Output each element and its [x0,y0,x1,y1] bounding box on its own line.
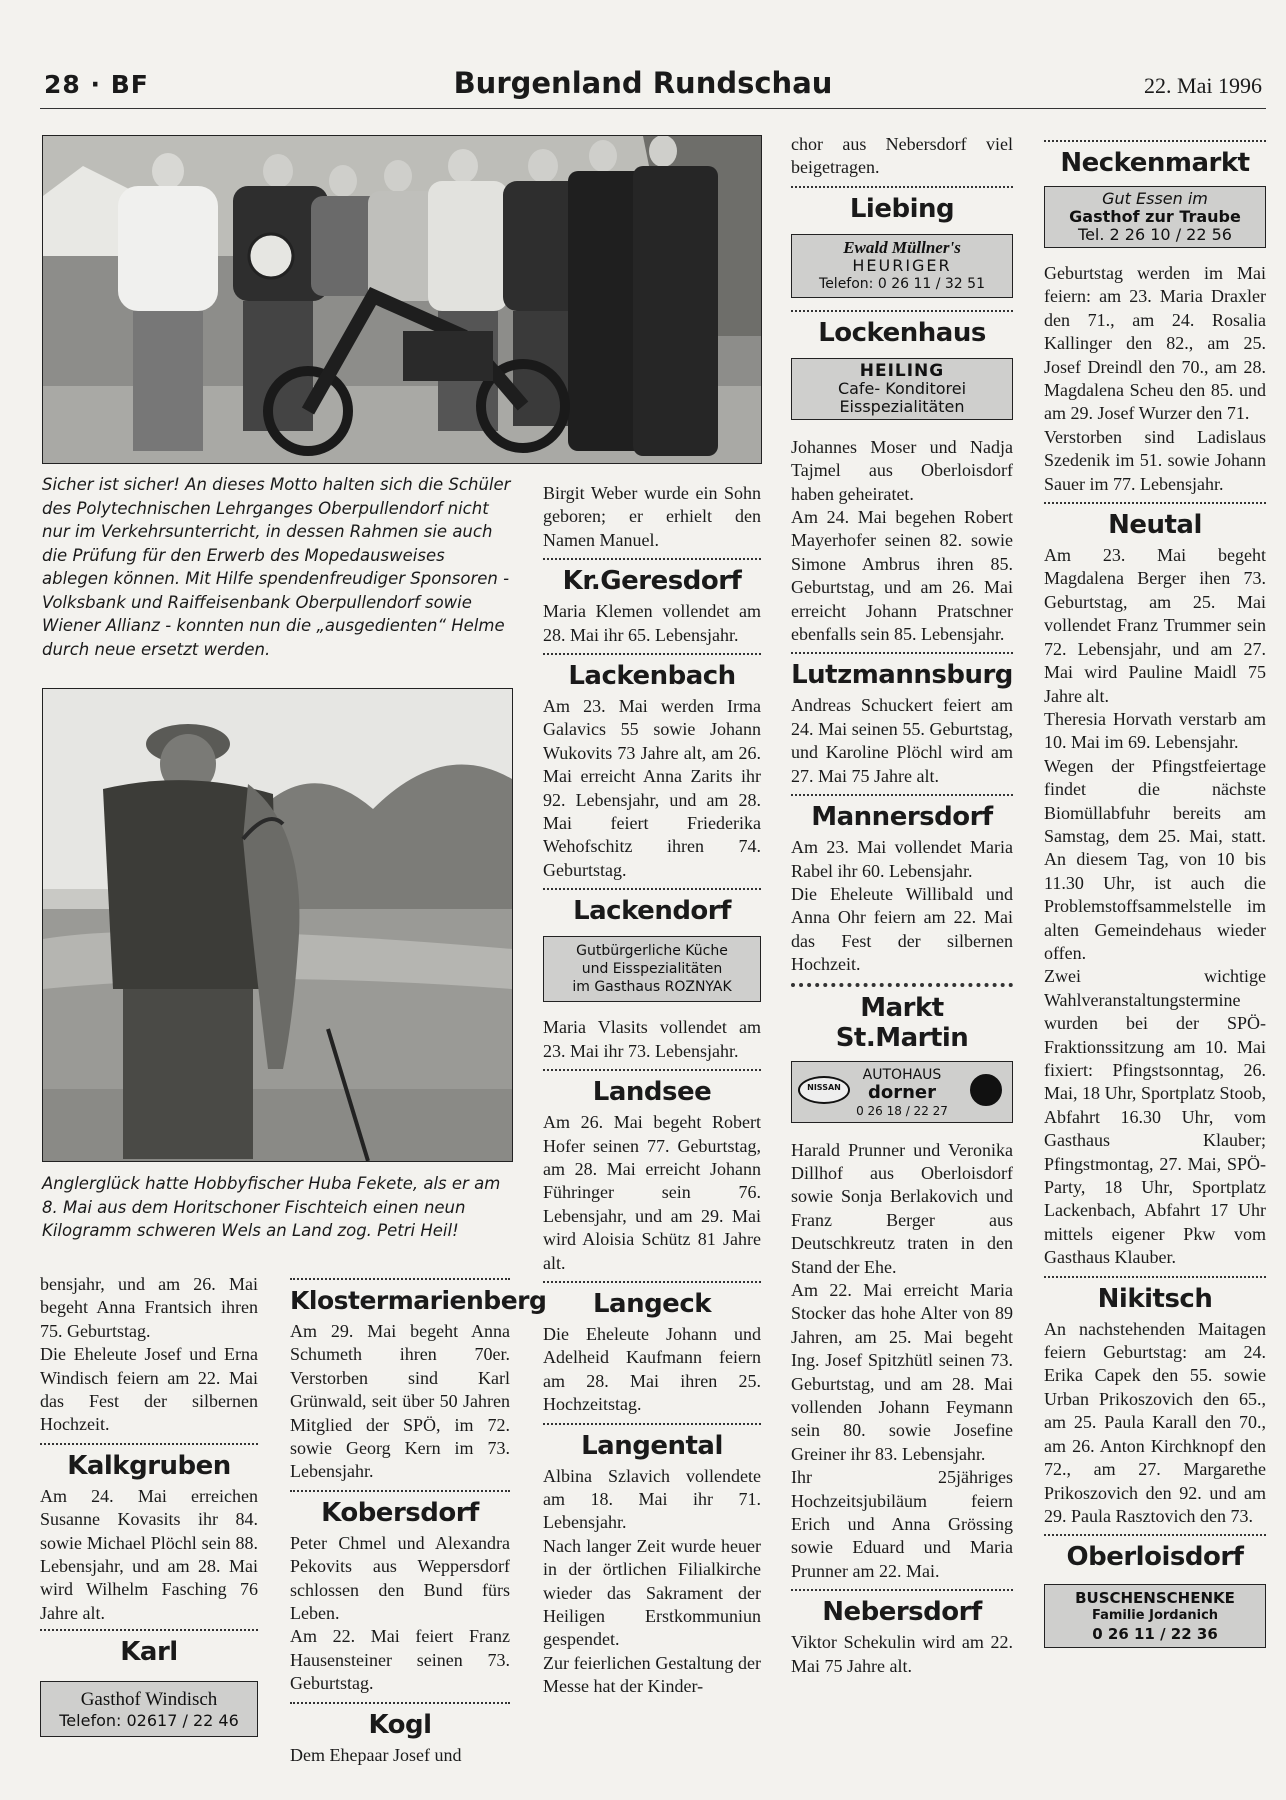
ad-gasthof-windisch: Gasthof Windisch Telefon: 02617 / 22 46 [40,1681,258,1737]
column-1 [40,1273,258,1745]
section-title-liebing: Liebing [791,186,1013,224]
ad-cafe-heiling: HEILING Cafe- Konditorei Eisspezialitäten [791,358,1013,420]
article-text: chor aus Nebersdorf viel beigetragen. [791,134,1013,178]
article-text: An nachstehenden Maitagen feiern Geburtstag: am 24. Erika Capek den 55. sowie Urban Prikoszovich den 65., am 25. Paula Karall den 70., am 26. Anton Kirchknopf den 72., am 27. Margarethe Prikoszovich den 92. und am 29. Paula Rasztovich den 73. [1044,1318,1266,1526]
column-2 [290,1278,547,1767]
article-text: bensjahr, und am 26. Mai begeht Anna Frantsich ihren 75. Geburtstag. [40,1274,258,1341]
article-text: Am 24. Mai begehen Robert Mayerhofer seinen 82. sowie Simone Ambrus ihren 85. Geburtstag, und am 26. Mai erreicht Johann Pratschner ebenfalls sein 85. Lebensjahr. [791,507,1013,645]
photo-caption-helmets: Sicher ist sicher! An dieses Motto halten sich die Schüler des Polytechnischen Lehrganges Oberpullendorf nicht nur im Verkehrsunterricht, in dessen Rahmen sie auch die Prüfung für den Erwerb des Mopedausweises ablegen können. Mit Hilfe spendenfreudiger Sponsoren - Volksbank und Raiffeisenbank Oberpullendorf sowie Wiener Allianz - konnten nun die „ausgedienten“ Helme durch neue ersetzt werden. [42,475,511,659]
article-text: Geburtstag werden im Mai feiern: am 23. Maria Draxler den 71., am 24. Rosalia Kallinger den 82., am 25. Josef Dreindl den 70., am 28. Magdalena Scheu den 85. und am 29. Josef Wurzer den 71. [1044,263,1266,424]
article-text: Die Eheleute Johann und Adelheid Kaufmann feiern am 28. Mai ihren 25. Hochzeitstag. [543,1323,761,1415]
section-title-kobersdorf: Kobersdorf [290,1490,510,1528]
article-text: Zwei wichtige Wahlveranstaltungstermine wurden bei der SPÖ-Fraktionssitzung am 10. Mai fixiert: Pfingstsonntag, 26. Mai, 18 Uhr, Sportplatz Stoob, Abfahrt 16.30 Uhr, vom Gasthaus Klauber; Pfingstmontag, 27. Mai, SPÖ-Party, 18 Uhr, Sportplatz Lackenbach, Abfahrt 17 Uhr mittels eigener Pkw vom Gasthaus Klauber. [1044,966,1266,1268]
article-text: Albina Szlavich vollendete am 18. Mai ihr 71. Lebensjahr. [543,1465,761,1533]
group-photo-moped-icon [42,135,762,464]
article-text: Johannes Moser und Nadja Tajmel aus Oberloisdorf haben geheiratet. [791,436,1013,504]
section-title-neckenmarkt: Neckenmarkt [1044,140,1266,178]
section-title-langental: Langental [543,1423,761,1461]
article-text: Dem Ehepaar Josef und [290,1744,462,1765]
article-text: Theresia Horvath verstarb am 10. Mai im 69. Lebensjahr. [1044,708,1266,753]
article-text: Am 26. Mai begeht Robert Hofer seinen 77. Geburtstag, am 28. Mai erreicht Johann Führinger sein 76. Lebensjahr, und am 29. Mai wird Aloisia Schütz 81 Jahre alt. [543,1112,761,1273]
angler-catfish-photo-icon [42,688,513,1162]
article-text: Harald Prunner und Veronika Dillhof aus Oberloisdorf sowie Sonja Berlakovich und Franz Berger aus Deutschkreutz traten in den Stand der Ehe. [791,1139,1013,1277]
section-title-karl: Karl [40,1629,258,1667]
section-title-klostermarienberg: Klostermarienberg [290,1278,510,1316]
section-title-lockenhaus: Lockenhaus [791,310,1013,348]
page-number: 28 · BF [44,70,149,99]
ad-gasthaus-roznyak: Gutbürgerliche Küche und Eisspezialitäten im Gasthaus ROZNYAK [543,936,761,1002]
article-text: Am 22. Mai erreicht Maria Stocker das hohe Alter von 89 Jahren, am 25. Mai begeht Ing. Josef Spitzhütl seinen 73. Geburtstag, und am 28. Mai vollenden Johann Feymann sein 80. sowie Josefine Greiner ihr 83. Lebensjahr. [791,1279,1013,1464]
header-rule [40,108,1266,109]
section-title-kr-geresdorf: Kr.Geresdorf [543,558,761,596]
article-text: Am 24. Mai erreichen Susanne Kovasits ihr 84. sowie Michael Plöchl sein 88. Lebensjahr, und am 28. Mai wird Wilhelm Fasching 76 Jahre alt. [40,1485,258,1623]
article-text: Ihr 25jähriges Hochzeitsjubiläum feiern Erich und Anna Grössing sowie Eduard und Maria Prunner am 22. Mai. [791,1467,1013,1581]
article-text: Am 23. Mai werden Irma Galavics 55 sowie Johann Wukovits 73 Jahre alt, am 26. Mai erreicht Anna Zarits ihr 92. Lebensjahr, und am 28. Mai feiert Friederika Wehofschitz ihren 74. Geburtstag. [543,696,761,880]
ad-buschenschenke-jordanich: BUSCHENSCHENKE Familie Jordanich 0 26 11 / 22 36 [1044,1584,1266,1648]
section-title-lutzmannsburg: Lutzmannsburg [791,652,1013,690]
issue-date: 22. Mai 1996 [1144,73,1262,98]
section-title-landsee: Landsee [543,1069,761,1107]
column-3 [543,482,761,1699]
section-title-markt-st-martin: Markt St.Martin [791,983,1013,1053]
article-text: Die Eheleute Josef und Erna Windisch feiern am 22. Mai das Fest der silbernen Hochzeit. [40,1344,258,1435]
ad-autohaus-dorner: NISSAN AUTOHAUS dorner 0 26 18 / 22 27 [791,1061,1013,1123]
article-text: Maria Klemen vollendet am 28. Mai ihr 65. Lebensjahr. [543,601,761,645]
article-text: Nach langer Zeit wurde heuer in der örtlichen Filialkirche wieder das Sakrament der Heiligen Erstkommuniun gespendet. [543,1535,761,1650]
article-text: Am 29. Mai begeht Anna Schumeth ihren 70er. Verstorben sind Karl Grünwald, seit über 50 Jahren Mitglied der SPÖ, im 72. sowie Georg Kern im 73. Lebensjahr. [290,1321,510,1482]
section-title-lackenbach: Lackenbach [543,653,761,691]
article-text: Birgit Weber wurde ein Sohn geboren; er erhielt den Namen Manuel. [543,483,761,550]
car-brand-logo-icon [970,1074,1002,1106]
article-text: Maria Vlasits vollendet am 23. Mai ihr 73. Lebensjahr. [543,1017,761,1061]
article-text: Am 23. Mai vollendet Maria Rabel ihr 60. Lebensjahr. [791,837,1013,881]
article-text: Die Eheleute Willibald und Anna Ohr feiern am 22. Mai das Fest der silbernen Hochzeit. [791,883,1013,975]
section-title-kogl: Kogl [290,1702,510,1740]
ad-gasthof-zur-traube: Gut Essen im Gasthof zur Traube Tel. 2 26 10 / 22 56 [1044,186,1266,248]
section-title-kalkgruben: Kalkgruben [40,1443,258,1481]
newspaper-title: Burgenland Rundschau [453,66,833,100]
article-text: Peter Chmel und Alexandra Pekovits aus Weppersdorf schlossen den Bund fürs Leben. [290,1532,510,1624]
nissan-logo-icon: NISSAN [798,1076,850,1104]
ad-heuriger-muellner: Ewald Müllner's HEURIGER Telefon: 0 26 11 / 32 51 [791,234,1013,298]
article-text: Zur feierlichen Gestaltung der Messe hat der Kinder- [543,1652,761,1697]
column-5 [1044,140,1266,1656]
column-4 [791,133,1013,1678]
section-title-lackendorf: Lackendorf [543,888,761,926]
article-text: Am 23. Mai begeht Magdalena Berger ihen 73. Geburtstag, am 25. Mai vollendet Franz Trummer sein 72. Lebensjahr, und am 27. Mai wird Pauline Maidl 75 Jahre alt. [1044,545,1266,706]
section-title-nebersdorf: Nebersdorf [791,1589,1013,1627]
section-title-neutal: Neutal [1044,502,1266,540]
section-title-nikitsch: Nikitsch [1044,1276,1266,1314]
photo-caption-angler: Anglerglück hatte Hobbyfischer Huba Fekete, als er am 8. Mai aus dem Horitschoner Fischteich einen neun Kilogramm schweren Wels an Land zog. Petri Heil! [42,1174,501,1240]
article-text: Viktor Schekulin wird am 22. Mai 75 Jahre alt. [791,1632,1013,1676]
article-text: Am 22. Mai feiert Franz Hausensteiner seinen 73. Geburtstag. [290,1626,510,1694]
article-text: Andreas Schuckert feiert am 24. Mai seinen 55. Geburtstag, und Karoline Plöchl wird am 27. Mai 75 Jahre alt. [791,695,1013,786]
section-title-langeck: Langeck [543,1281,761,1319]
article-text: Wegen der Pfingstfeiertage findet die nächste Biomüllabfuhr bereits am Samstag, dem 25. Mai, statt. An diesem Tag, von 10 bis 11.30 Uhr, ist auch die Problemstoffsammelstelle im alten Gemeindehaus wieder offen. [1044,755,1266,963]
article-text: Verstorben sind Ladislaus Szedenik im 51. sowie Johann Sauer im 77. Lebensjahr. [1044,426,1266,494]
section-title-mannersdorf: Mannersdorf [791,794,1013,832]
section-title-oberloisdorf: Oberloisdorf [1044,1534,1266,1572]
